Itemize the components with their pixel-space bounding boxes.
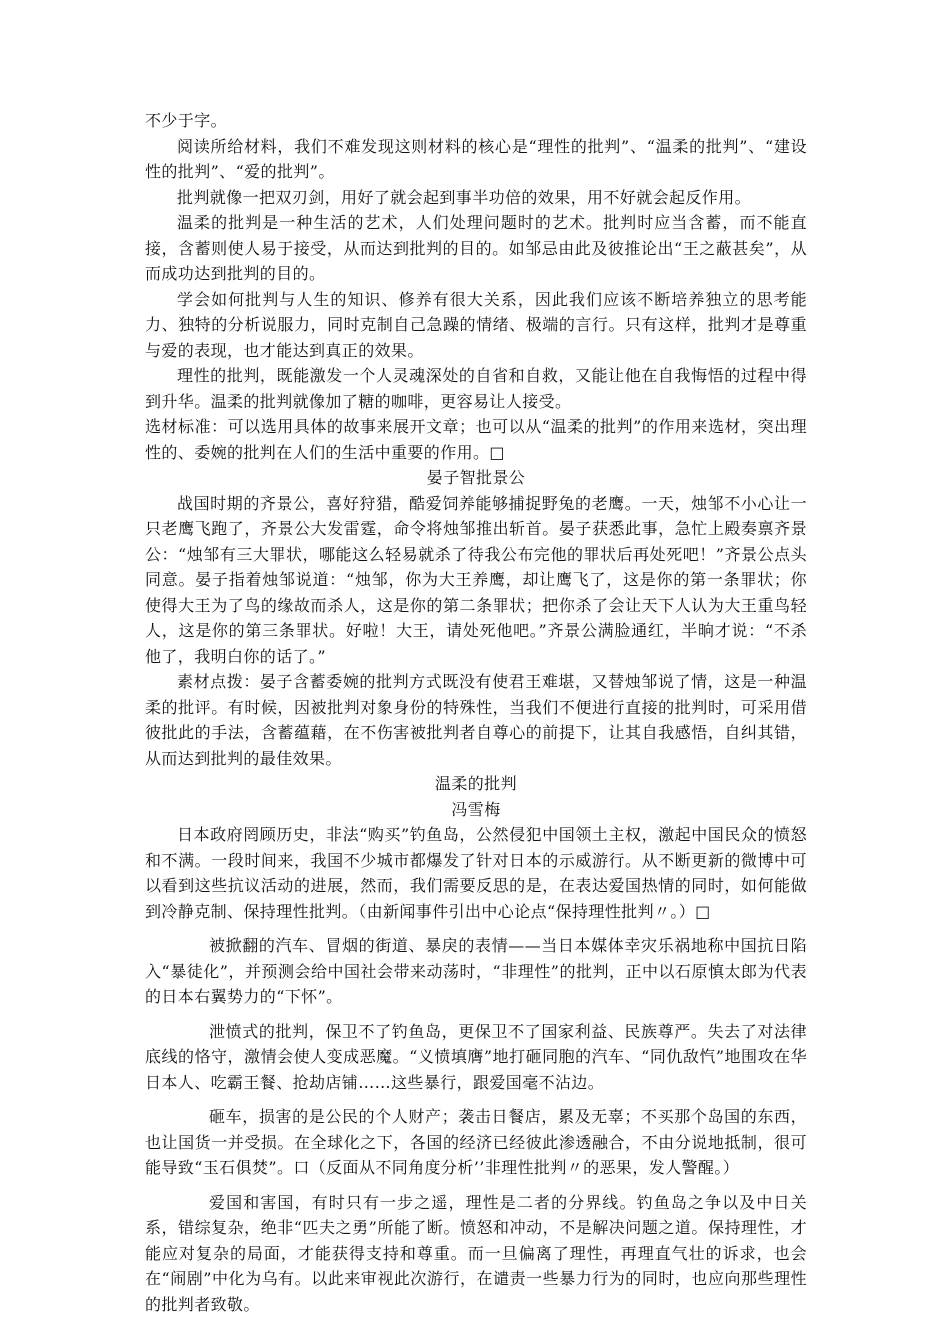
analysis-paragraph: 批判就像一把双刃剑，用好了就会起到事半功倍的效果，用不好就会起反作用。 (177, 187, 752, 207)
essay-title: 温柔的批判 (434, 774, 517, 793)
material-selection-note: 选材标准：可以选用具体的故事来展开文章；也可以从“温柔的批判”的作用来选材，突出理性的、委婉的批判在人们的生活中重要的作用。□ (145, 417, 807, 462)
essay-author: 冯雪梅 (451, 799, 501, 819)
essay-paragraph: 被掀翻的汽车、冒烟的街道、暴戾的表情——当日本媒体幸灾乐祸地称中国抗日陷入“暴徒化”，并预测会给中国社会带来动荡时，“非理性”的批判，正中以石原慎太郎为代表的日本右翼势力的“下怀”。 (145, 936, 807, 1006)
story-body: 战国时期的齐景公，喜好狩猎，酷爱饲养能够捕捉野兔的老鹰。一天，烛邹不小心让一只老鹰飞跑了，齐景公大发雷霆，命令将烛邹推出斩首。晏子获悉此事，急忙上殿奏禀齐景公：“烛邹有三大罪状，哪能这么轻易就杀了待我公布完他的罪状后再处死吧！”齐景公点头同意。晏子指着烛邹说道：“烛邹，你为大王养鹰，却让鹰飞了，这是你的第一条罪状；你使得大王为了鸟的缘故而杀人，这是你的第二条罪状；把你杀了会让天下人认为大王重鸟轻人，这是你的第三条罪状。好啦！大王，请处死他吧。”齐景公满脸通红，半晌才说：“不杀他了，我明白你的话了。” (145, 493, 807, 666)
document-page (145, 108, 807, 1317)
essay-paragraph: 爱国和害国，有时只有一步之遥，理性是二者的分界线。钓鱼岛之争以及中日关系，错综复杂，绝非“匹夫之勇”所能了断。愤怒和冲动，不是解决问题之道。保持理性，才能应对复杂的局面，才能获得支持和尊重。而一旦偏离了理性，再理直气壮的诉求，也会在“闹剧”中化为乌有。以此来审视此次游行，在谴责一些暴力行为的同时，也应向那些理性的批判者致敬。 (145, 1192, 807, 1314)
essay-paragraph: 日本政府罔顾历史，非法“购买”钓鱼岛，公然侵犯中国领土主权，激起中国民众的愤怒和不满。一段时间来，我国不少城市都爆发了针对日本的示威游行。从不断更新的微博中可以看到这些抗议活动的进展，然而，我们需要反思的是，在表达爱国热情的同时，如何能做到冷静克制、保持理性批判。（由新闻事件引出中心论点“保持理性批判〃。）□ (145, 825, 807, 921)
analysis-paragraph: 温柔的批判是一种生活的艺术，人们处理问题时的艺术。批判时应当含蓄，而不能直接，含蓄则使人易于接受，从而达到批判的目的。如邹忌由此及彼推论出“王之蔽甚矣”，从而成功达到批判的目的。 (145, 213, 807, 283)
story-title: 晏子智批景公 (426, 468, 526, 487)
analysis-paragraph: 学会如何批判与人生的知识、修养有很大关系，因此我们应该不断培养独立的思考能力、独特的分析说服力，同时克制自己急躁的情绪、极端的言行。只有这样，批判才是尊重与爱的表现，也才能达到真正的效果。 (145, 289, 807, 360)
essay-paragraph: 泄愤式的批判，保卫不了钓鱼岛，更保卫不了国家利益、民族尊严。失去了对法律底线的恪守，激情会使人变成恶魔。“义愤填膺”地打砸同胞的汽车、“同仇敌忾”地围攻在华日本人、吃霸王餐、抢劫店铺……这些暴行，跟爱国毫不沾边。 (145, 1021, 807, 1092)
text-fragment: 不少于字。 (145, 111, 228, 130)
analysis-paragraph: 阅读所给材料，我们不难发现这则材料的核心是“理性的批判”、“温柔的批判”、“建设性的批判”、“爱的批判”。 (145, 136, 807, 181)
story-comment: 素材点拨：晏子含蓄委婉的批判方式既没有使君王难堪，又替烛邹说了情，这是一种温柔的批评。有时候，因被批判对象身份的特殊性，当我们不便进行直接的批判时，可采用借彼批此的手法，含蓄蕴藉，在不伤害被批判者自尊心的前提下，让其自我感悟，自纠其错，从而达到批判的最佳效果。 (145, 672, 807, 768)
analysis-paragraph: 理性的批判，既能激发一个人灵魂深处的自省和自救，又能让他在自我悔悟的过程中得到升华。温柔的批判就像加了糖的咖啡，更容易让人接受。 (145, 366, 807, 411)
essay-paragraph: 砸车，损害的是公民的个人财产；袭击日餐店，累及无辜；不买那个岛国的东西，也让国货一并受损。在全球化之下，各国的经济已经彼此渗透融合，不由分说地抵制，很可能导致“玉石俱焚”。口（反面从不同角度分析’’非理性批判〃的恶果，发人警醒。） (145, 1107, 807, 1177)
